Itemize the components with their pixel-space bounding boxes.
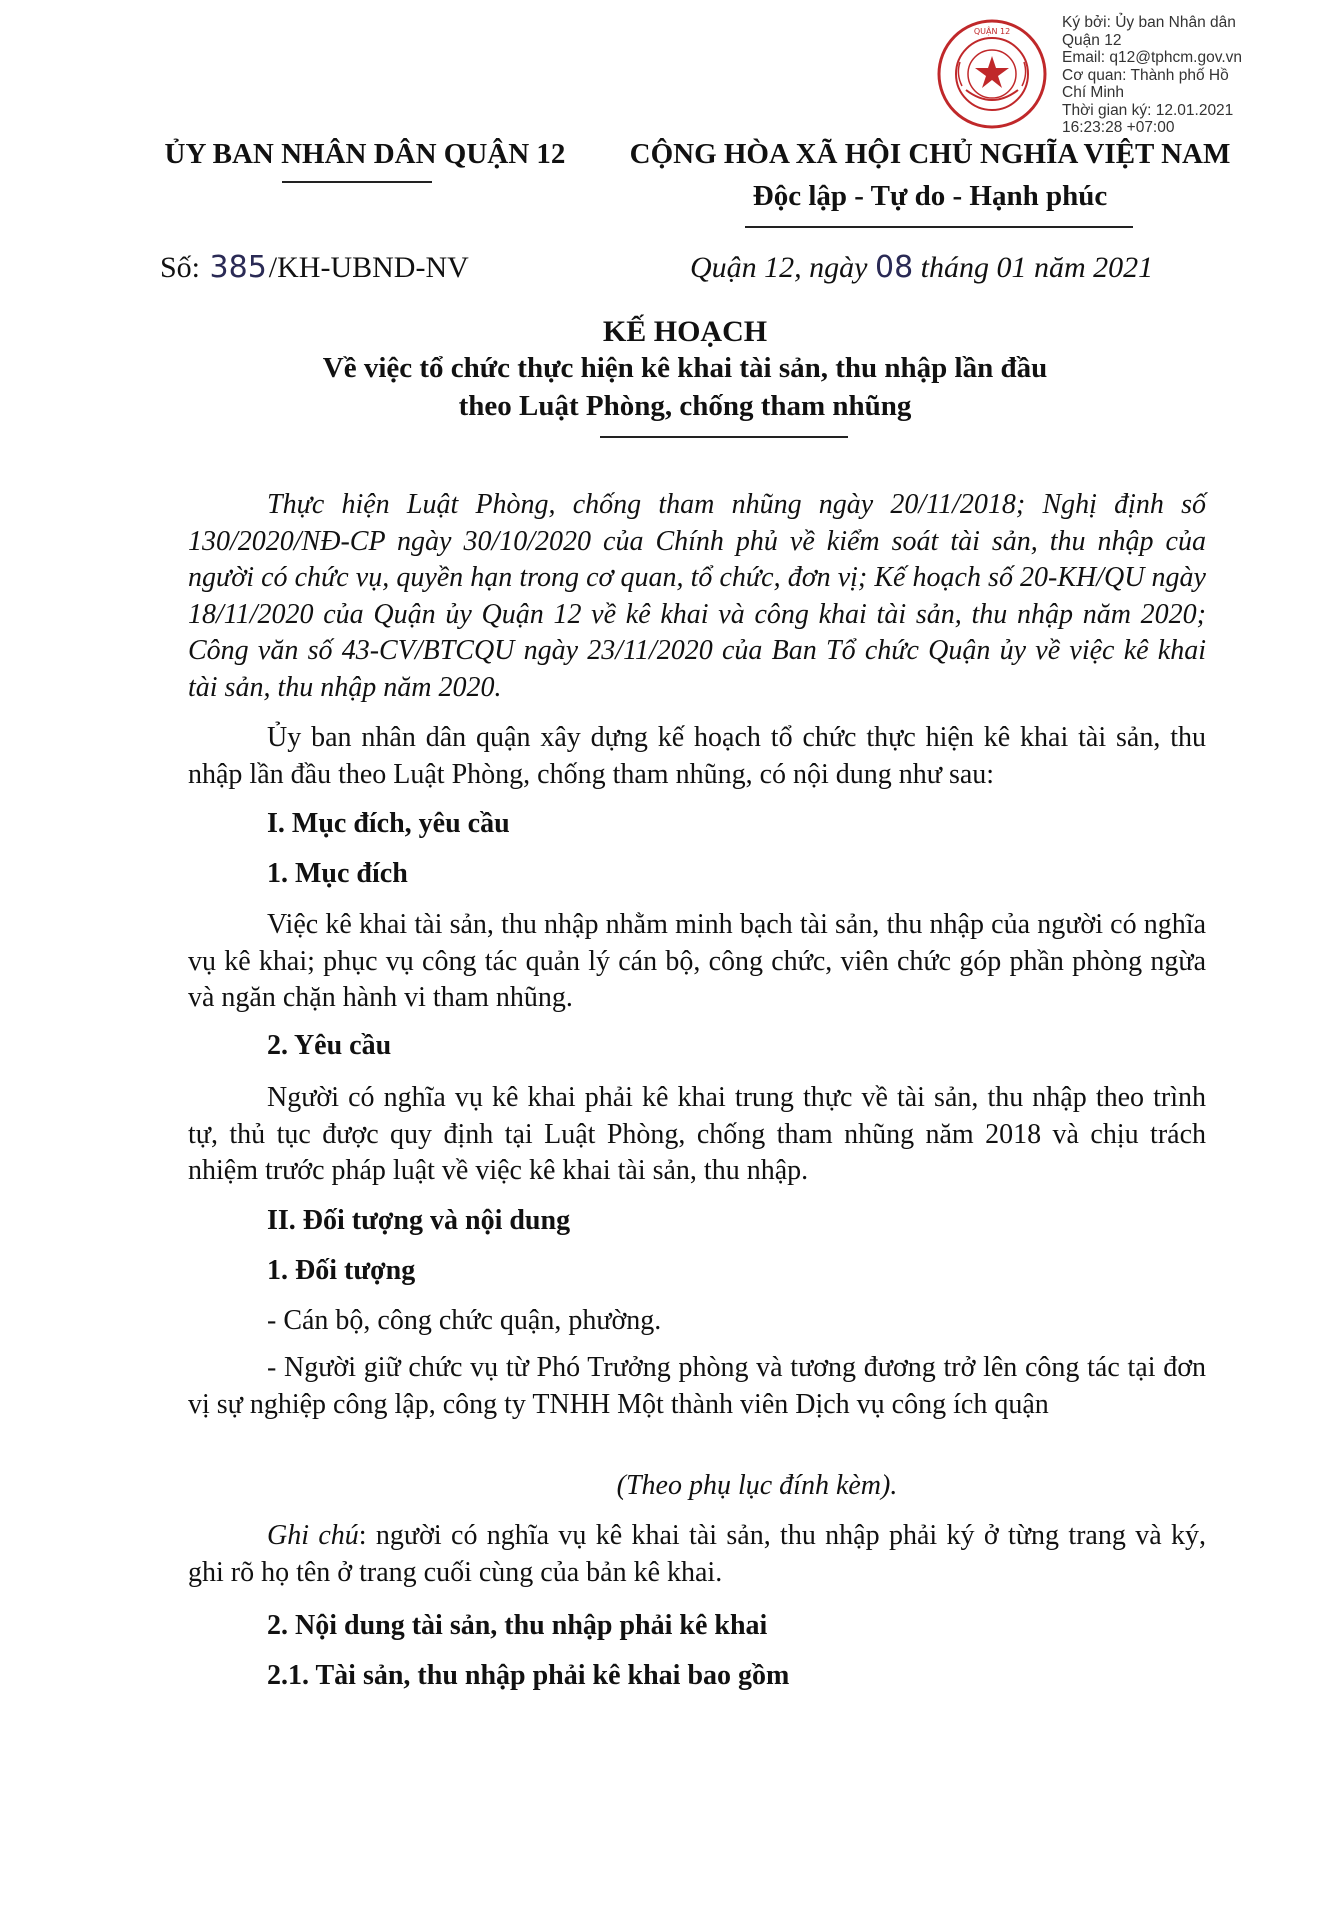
note-paragraph (188, 1518, 1206, 1591)
digital-signature-info (1062, 14, 1312, 137)
section-heading: II. Đối tượng và nội dung (267, 1205, 571, 1236)
document-title: KẾ HOẠCH (602, 315, 768, 348)
number-suffix: /KH-UBND-NV (268, 251, 469, 284)
national-motto: Độc lập - Tự do - Hạnh phúc (752, 180, 1108, 212)
purpose-paragraph: Việc kê khai tài sản, thu nhập nhằm minh bạch tài sản, thu nhập của người có nghĩa vụ kê khai; phục vụ công tác quản lý cán bộ, công chức, viên chức góp phần phòng ngừa và ngăn chặn hành vi tham nhũng. (188, 909, 1206, 1013)
number-prefix: Số: (160, 251, 201, 284)
note-text: : người có nghĩa vụ kê khai tài sản, thu nhập phải ký ở từng trang và ký, ghi rõ họ tên ở trang cuối cùng của bản kê khai. (188, 1520, 1206, 1588)
intro-paragraph: Ủy ban nhân dân quận xây dựng kế hoạch tổ chức thực hiện kê khai tài sản, thu nhập lần đầu theo Luật Phòng, chống tham nhũng, có nội dung như sau: (188, 722, 1206, 790)
signature-line: Quận 12 (1062, 31, 1122, 49)
motto-underline (745, 226, 1133, 228)
requirement-paragraph: Người có nghĩa vụ kê khai phải kê khai trung thực về tài sản, thu nhập theo trình tự, thủ tục được quy định tại Luật Phòng, chống tham nhũng năm 2018 và chịu trách nhiệm trước pháp luật về việc kê khai tài sản, thu nhập. (188, 1082, 1206, 1186)
note-label: Ghi chú (267, 1520, 359, 1551)
document-subtitle-line1: Về việc tổ chức thực hiện kê khai tài sản, thu nhập lần đầu (322, 352, 1048, 384)
date-day-handwritten: 08 (874, 250, 914, 285)
authority-underline (282, 181, 432, 183)
signature-line: Thời gian ký: 12.01.2021 (1062, 101, 1234, 119)
subsection-heading: 2. Nội dung tài sản, thu nhập phải kê khai (267, 1610, 768, 1641)
svg-text:QUẬN 12: QUẬN 12 (973, 27, 1011, 36)
signature-line: Chí Minh (1062, 84, 1125, 101)
signature-line: Ký bởi: Ủy ban Nhân dân (1062, 14, 1236, 31)
date-suffix: tháng 01 năm 2021 (920, 251, 1154, 284)
signature-line: Email: q12@tphcm.gov.vn (1062, 49, 1242, 66)
official-seal (936, 18, 1048, 130)
signature-line: Cơ quan: Thành phố Hồ (1062, 66, 1229, 84)
document-number (160, 250, 469, 285)
subject-item: - Người giữ chức vụ từ Phó Trưởng phòng và tương đương trở lên công tác tại đơn vị sự nghiệp công lập, công ty TNHH Một thành viên Dịch vụ công ích quận (188, 1352, 1206, 1420)
appendix-note: (Theo phụ lục đính kèm). (616, 1470, 898, 1501)
title-underline (600, 436, 848, 438)
subject-item: - Cán bộ, công chức quận, phường. (267, 1305, 662, 1336)
issuing-authority: ỦY BAN NHÂN DÂN QUẬN 12 (164, 138, 566, 170)
legal-basis-paragraph: Thực hiện Luật Phòng, chống tham nhũng ngày 20/11/2018; Nghị định số 130/2020/NĐ-CP ngày 30/10/2020 của Chính phủ về kiểm soát tài sản, thu nhập của người có chức vụ, quyền hạn trong cơ quan, tổ chức, đơn vị; Kế hoạch số 20-KH/QU ngày 18/11/2020 của Quận ủy Quận 12 về kê khai và công khai tài sản, thu nhập năm 2020; Công văn số 43-CV/BTCQU ngày 23/11/2020 của Ban Tổ chức Quận ủy về việc kê khai tài sản, thu nhập năm 2020. (188, 489, 1206, 703)
number-handwritten: 385 (209, 250, 267, 285)
subsection-heading: 2. Yêu cầu (267, 1030, 392, 1061)
subsection-heading: 1. Đối tượng (267, 1255, 416, 1286)
document-date (690, 250, 1153, 285)
document-subtitle-line2: theo Luật Phòng, chống tham nhũng (458, 390, 912, 422)
subsection-heading: 1. Mục đích (267, 858, 408, 889)
national-title: CỘNG HÒA XÃ HỘI CHỦ NGHĨA VIỆT NAM (629, 138, 1231, 170)
signature-line: 16:23:28 +07:00 (1062, 119, 1175, 136)
section-heading: I. Mục đích, yêu cầu (267, 808, 510, 839)
subsection-heading: 2.1. Tài sản, thu nhập phải kê khai bao gồm (267, 1660, 790, 1691)
date-prefix: Quận 12, ngày (690, 251, 868, 284)
